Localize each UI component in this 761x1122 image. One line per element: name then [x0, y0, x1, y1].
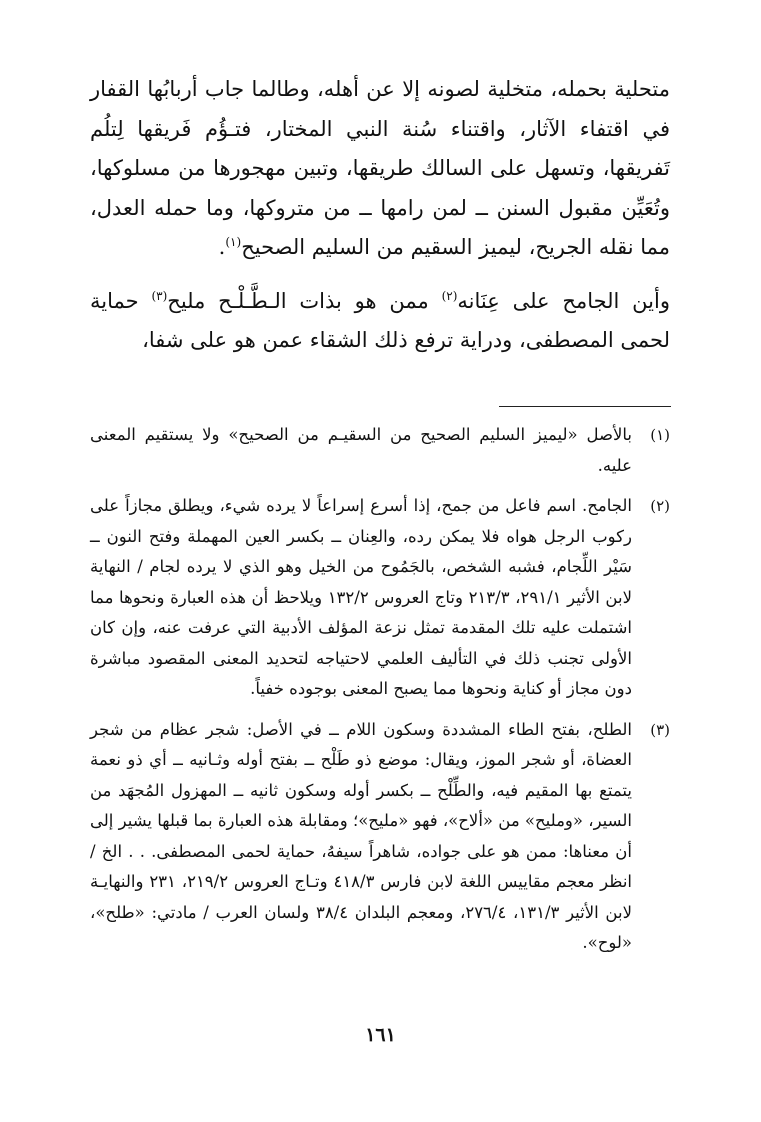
footnote-number: (٣) [650, 720, 670, 739]
footnote-ref-3: (٣) [151, 288, 168, 303]
main-paragraph-2 [90, 282, 670, 361]
main-paragraph-1 [90, 70, 670, 268]
paragraph-1-text: متحلية بحمله، متخلية لصونه إلا عن أهله، وطالما جاب أربابُها القفار في اقتفاء الآثار، واقتناء سُنة النبي المختار، فتـؤُم فَريقها لِتلُم تَفريقها، وتسهل على السالك طريقها، وتبين مهجورها من مسلوكها، وتُعَيِّن مقبول السنن ــ لمن رامها ــ من متروكها، وما حمله العدل، مما نقله الجريح، ليميز السقيم من السليم الصحيح [90, 77, 670, 259]
footnote-text: الجامح. اسم فاعل من جمح، إذا أسرع إسراعاً لا يرده شيء، ويطلق مجازاً على ركوب الرجل هواه فلا يمكن رده، والعِنان ــ بكسر العين المهملة وفتح النون ــ سَيْر اللِّجام، فشبه الشخص، بالجَمُوح من الخيل وهو الذي لا يرده لجام / النهاية لابن الأثير ٢٩١/١، ٢١٣/٣ وتاج العروس ١٣٢/٢ ويلاحظ أن هذه العبارة ونحوها مما اشتملت عليه تلك المقدمة تمثل نزعة المؤلف الأدبية التي عرفت عنه، وإن كان الأولى تجنب ذلك في التأليف العلمي لاحتياجه لتحديد المعنى المقصود مباشرة دون مجاز أو كناية ونحوها مما يصبح المعنى بوجوده خفياً. [90, 496, 632, 698]
footnote-number: (١) [650, 426, 670, 444]
footnote-ref-1: (١) [225, 235, 242, 249]
footnote-separator [499, 406, 671, 407]
paragraph-2-part-2: ممن هو بذات الـطَّـلْـح مليح [167, 288, 442, 313]
footnote-text: الطلح، بفتح الطاء المشددة وسكون اللام ــ في الأصل: شجر عظام من شجر العضاة، أو شجر الموز، ويقال: موضع ذو طَلْح ــ بفتح أوله وثـانيه ــ أي ذو نعمة يتمتع بها المقيم فيه، والطِّلْح ــ بكسر أوله وسكون ثانيه ــ المهزول المُجهَد من السير، «ومليح» من «ألاح»، فهو «مليح»؛ ومقابلة هذه العبارة بما قبلها يشير إلى أن معناها: ممن هو على جواده، شاهراً سيفهُ، حماية لحمى المصطفى. . . الخ / انظر معجم مقاييس اللغة لابن فارس ٤١٨/٣ وتـاج العروس ٢١٩/٢، ٢٣١ والنهايـة لابن الأثير ١٣١/٣، ٢٧٦/٤، ومعجم البلدان ٣٨/٤ ولسان العرب / مادتي: «طلح»، «لوح». [90, 719, 632, 952]
footnote-number: (٢) [650, 497, 670, 515]
footnote-text: بالأصل «ليميز السليم الصحيح من السقيـم من الصحيح» ولا يستقيم المعنى عليه. [90, 425, 632, 475]
footnote-1 [90, 420, 670, 481]
footnote-3 [90, 715, 670, 959]
footnote-ref-2: (٢) [441, 288, 458, 303]
paragraph-2-part-3: حماية لحمى المصطفى، ودراية ترفع ذلك الشقاء عمن هو على شفا، [90, 288, 670, 352]
page-number: ١٦١ [365, 1024, 396, 1046]
main-text [90, 70, 670, 361]
footnotes [90, 420, 670, 969]
paragraph-1-end: . [218, 235, 226, 259]
footnote-2 [90, 491, 670, 705]
paragraph-2-part-1: وأين الجامح على عِنَانه [457, 288, 670, 313]
